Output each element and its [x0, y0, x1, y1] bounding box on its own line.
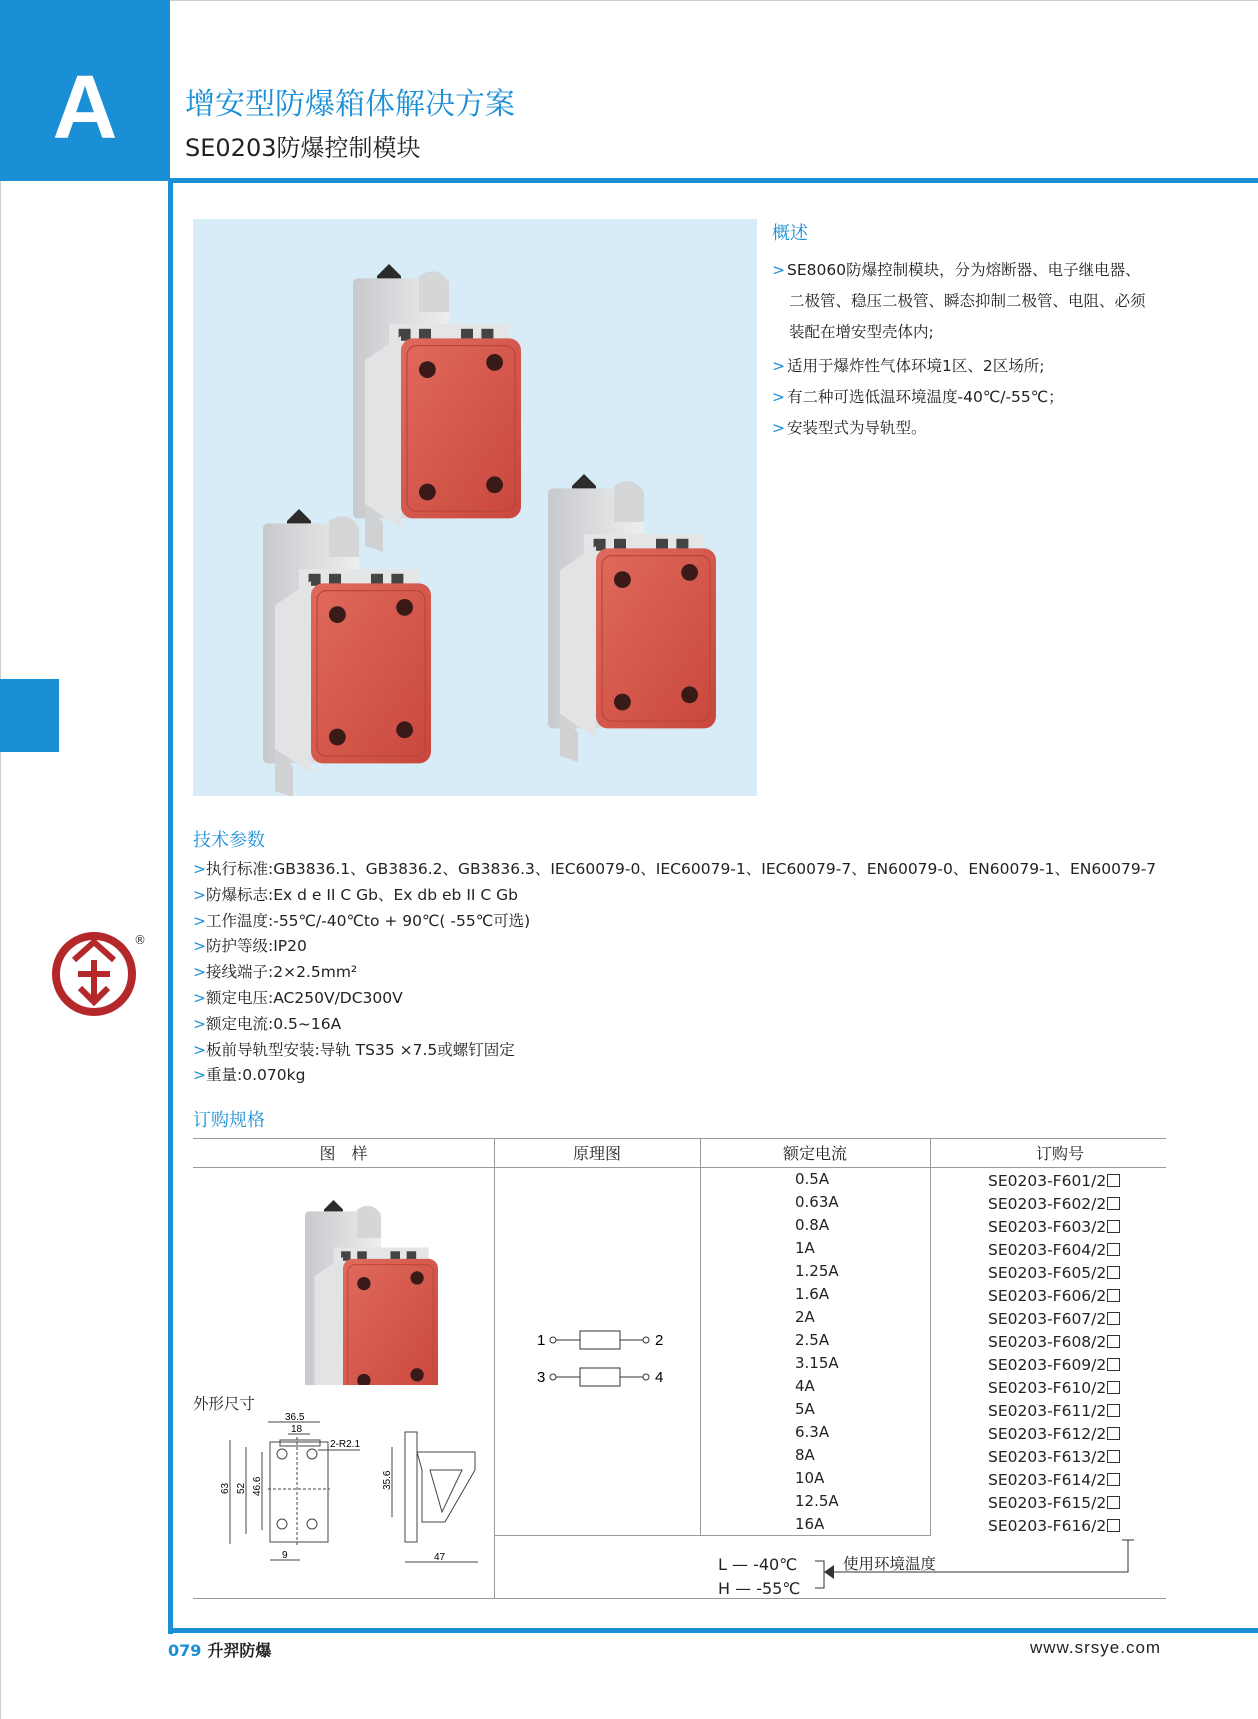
- order-number: SE0203-F613/2: [988, 1446, 1120, 1469]
- order-number: SE0203-F606/2: [988, 1285, 1120, 1308]
- order-number: SE0203-F601/2: [988, 1170, 1120, 1193]
- content-border-left: [168, 181, 173, 1634]
- svg-text:36.5: 36.5: [285, 1412, 305, 1423]
- current-value: 0.8A: [795, 1216, 830, 1234]
- table-col-line: [494, 1138, 495, 1598]
- page-number: 079: [168, 1641, 202, 1660]
- arrow-icon: >: [772, 419, 785, 437]
- page-border-left: [0, 181, 1, 1719]
- overview-list: [772, 255, 1172, 444]
- tech-item: >额定电压:AC250V/DC300V: [193, 988, 403, 1007]
- current-value: 10A: [795, 1469, 825, 1487]
- current-value: 1.6A: [795, 1285, 830, 1303]
- tech-item: >接线端子:2×2.5mm²: [193, 963, 358, 982]
- footer-website[interactable]: www.srsye.com: [1030, 1638, 1162, 1657]
- tech-heading: 技术参数: [193, 830, 265, 851]
- current-value: 4A: [795, 1377, 815, 1395]
- footer-brand: 升羿防爆: [207, 1641, 272, 1660]
- checkbox-square-icon: [1107, 1519, 1120, 1532]
- overview-item: > SE8060防爆控制模块，分为熔断器、电子继电器、: [772, 261, 1141, 279]
- arrow-icon: >: [193, 937, 206, 956]
- overview-item: > 适用于爆炸性气体环境1区、2区场所;: [772, 357, 1045, 375]
- checkbox-square-icon: [1107, 1197, 1120, 1210]
- table-col-line: [930, 1138, 931, 1535]
- current-value: 12.5A: [795, 1492, 839, 1510]
- tech-item: >防护等级:IP20: [193, 937, 307, 956]
- order-number: SE0203-F602/2: [988, 1193, 1120, 1216]
- order-number: SE0203-F611/2: [988, 1400, 1120, 1423]
- arrow-icon: >: [193, 1040, 206, 1059]
- current-value: 16A: [795, 1515, 825, 1533]
- page-border-top: [0, 0, 1258, 1]
- page-subtitle: SE0203防爆控制模块: [185, 134, 421, 162]
- arrow-icon: >: [193, 885, 206, 904]
- tech-list: [193, 857, 1193, 1089]
- brand-logo: [50, 930, 150, 1020]
- order-number: SE0203-F603/2: [988, 1216, 1120, 1239]
- table-module-image: [305, 1200, 455, 1385]
- table-header-current: 额定电流: [782, 1144, 847, 1163]
- order-number: SE0203-F616/2: [988, 1515, 1120, 1538]
- product-photo: [193, 219, 757, 796]
- table-header-schematic: 原理图: [572, 1144, 621, 1163]
- current-value: 2A: [795, 1308, 815, 1326]
- overview-item-cont: 装配在增安型壳体内;: [789, 323, 934, 341]
- table-header-order-no: 订购号: [1035, 1144, 1084, 1163]
- current-list: [795, 1168, 839, 1536]
- product-modules-image: [193, 219, 757, 796]
- svg-text:®: ®: [134, 933, 146, 947]
- tech-item: >板前导轨型安装:导轨 TS35 ×7.5或螺钉固定: [193, 1040, 515, 1059]
- current-value: 8A: [795, 1446, 815, 1464]
- order-heading: 订购规格: [193, 1110, 265, 1131]
- checkbox-square-icon: [1107, 1381, 1120, 1394]
- svg-text:2-R2.1: 2-R2.1: [330, 1439, 361, 1450]
- order-number: SE0203-F612/2: [988, 1423, 1120, 1446]
- current-value: 1A: [795, 1239, 815, 1257]
- tech-item: >工作温度:-55℃/-40℃to + 90℃( -55℃可选): [193, 911, 531, 930]
- svg-text:1: 1: [537, 1332, 546, 1349]
- table-bottom-line: [193, 1598, 1166, 1599]
- arrow-icon: >: [772, 261, 785, 279]
- current-value: 2.5A: [795, 1331, 830, 1349]
- arrow-icon: >: [193, 1066, 206, 1085]
- svg-text:35.6: 35.6: [382, 1470, 393, 1490]
- checkbox-square-icon: [1107, 1174, 1120, 1187]
- side-tab-marker: [0, 679, 59, 752]
- section-letter: A: [52, 58, 118, 158]
- current-value: 1.25A: [795, 1262, 839, 1280]
- svg-text:2: 2: [655, 1332, 664, 1349]
- checkbox-square-icon: [1107, 1335, 1120, 1348]
- checkbox-square-icon: [1107, 1243, 1120, 1256]
- order-number: SE0203-F604/2: [988, 1239, 1120, 1262]
- overview-item-cont: 二极管、稳压二极管、瞬态抑制二极管、电阻、必须: [789, 292, 1146, 310]
- checkbox-square-icon: [1107, 1496, 1120, 1509]
- checkbox-square-icon: [1107, 1404, 1120, 1417]
- current-value: 0.5A: [795, 1170, 830, 1188]
- overview-heading: 概述: [772, 223, 808, 244]
- current-value: 5A: [795, 1400, 815, 1418]
- order-number: SE0203-F615/2: [988, 1492, 1120, 1515]
- svg-text:18: 18: [291, 1424, 303, 1435]
- temp-option-low: L — -40℃: [718, 1555, 798, 1574]
- schematic-diagram: [535, 1330, 675, 1390]
- arrow-icon: >: [772, 388, 785, 406]
- current-value: 6.3A: [795, 1423, 830, 1441]
- temp-option-high: H — -55℃: [718, 1579, 801, 1598]
- checkbox-square-icon: [1107, 1312, 1120, 1325]
- tech-item: >执行标准:GB3836.1、GB3836.2、GB3836.3、IEC60079-0、IEC60079-1、IEC60079-7、EN60079-0、EN60079-1、EN60079-7: [193, 860, 1157, 878]
- order-number: SE0203-F609/2: [988, 1354, 1120, 1377]
- checkbox-square-icon: [1107, 1450, 1120, 1463]
- order-number: SE0203-F605/2: [988, 1262, 1120, 1285]
- order-number: SE0203-F608/2: [988, 1331, 1120, 1354]
- tech-item: >额定电流:0.5~16A: [193, 1014, 342, 1033]
- tech-item: >防爆标志:Ex d e II C Gb、Ex db eb II C Gb: [193, 885, 518, 904]
- table-header-drawing: 图 样: [319, 1144, 368, 1163]
- arrow-icon: >: [193, 988, 206, 1007]
- tech-item: >重量:0.070kg: [193, 1066, 306, 1085]
- current-value: 0.63A: [795, 1193, 839, 1211]
- svg-text:46.6: 46.6: [252, 1476, 263, 1496]
- current-value: 3.15A: [795, 1354, 839, 1372]
- header-rule: [170, 178, 1258, 183]
- svg-text:3: 3: [537, 1369, 546, 1386]
- footer-page: [168, 1638, 271, 1661]
- svg-text:47: 47: [434, 1552, 446, 1563]
- svg-text:63: 63: [220, 1482, 231, 1494]
- checkbox-square-icon: [1107, 1473, 1120, 1486]
- arrow-icon: >: [193, 963, 206, 982]
- temp-note: 使用环境温度: [843, 1555, 937, 1573]
- overview-item: > 有二种可选低温环境温度-40℃/-55℃；: [772, 388, 1064, 406]
- order-number: SE0203-F610/2: [988, 1377, 1120, 1400]
- checkbox-square-icon: [1107, 1427, 1120, 1440]
- page-title: 增安型防爆箱体解决方案: [185, 87, 515, 122]
- svg-text:9: 9: [282, 1550, 288, 1561]
- checkbox-square-icon: [1107, 1289, 1120, 1302]
- arrow-icon: >: [193, 911, 206, 930]
- arrow-icon: >: [772, 357, 785, 375]
- table-header-line: [193, 1167, 1166, 1168]
- table-top-line: [193, 1138, 1166, 1139]
- svg-text:52: 52: [236, 1482, 247, 1494]
- svg-text:4: 4: [655, 1369, 664, 1386]
- dimension-drawing: [210, 1412, 490, 1572]
- arrow-icon: >: [193, 1014, 206, 1033]
- arrow-icon: >: [193, 860, 206, 878]
- dimensions-label: 外形尺寸: [193, 1395, 256, 1413]
- content-border-bottom: [168, 1628, 1258, 1633]
- order-number: SE0203-F607/2: [988, 1308, 1120, 1331]
- order-number-list: [988, 1170, 1120, 1538]
- table-col-line: [700, 1138, 701, 1535]
- checkbox-square-icon: [1107, 1220, 1120, 1233]
- checkbox-square-icon: [1107, 1358, 1120, 1371]
- overview-item: > 安装型式为导轨型。: [772, 419, 927, 437]
- checkbox-square-icon: [1107, 1266, 1120, 1279]
- order-number: SE0203-F614/2: [988, 1469, 1120, 1492]
